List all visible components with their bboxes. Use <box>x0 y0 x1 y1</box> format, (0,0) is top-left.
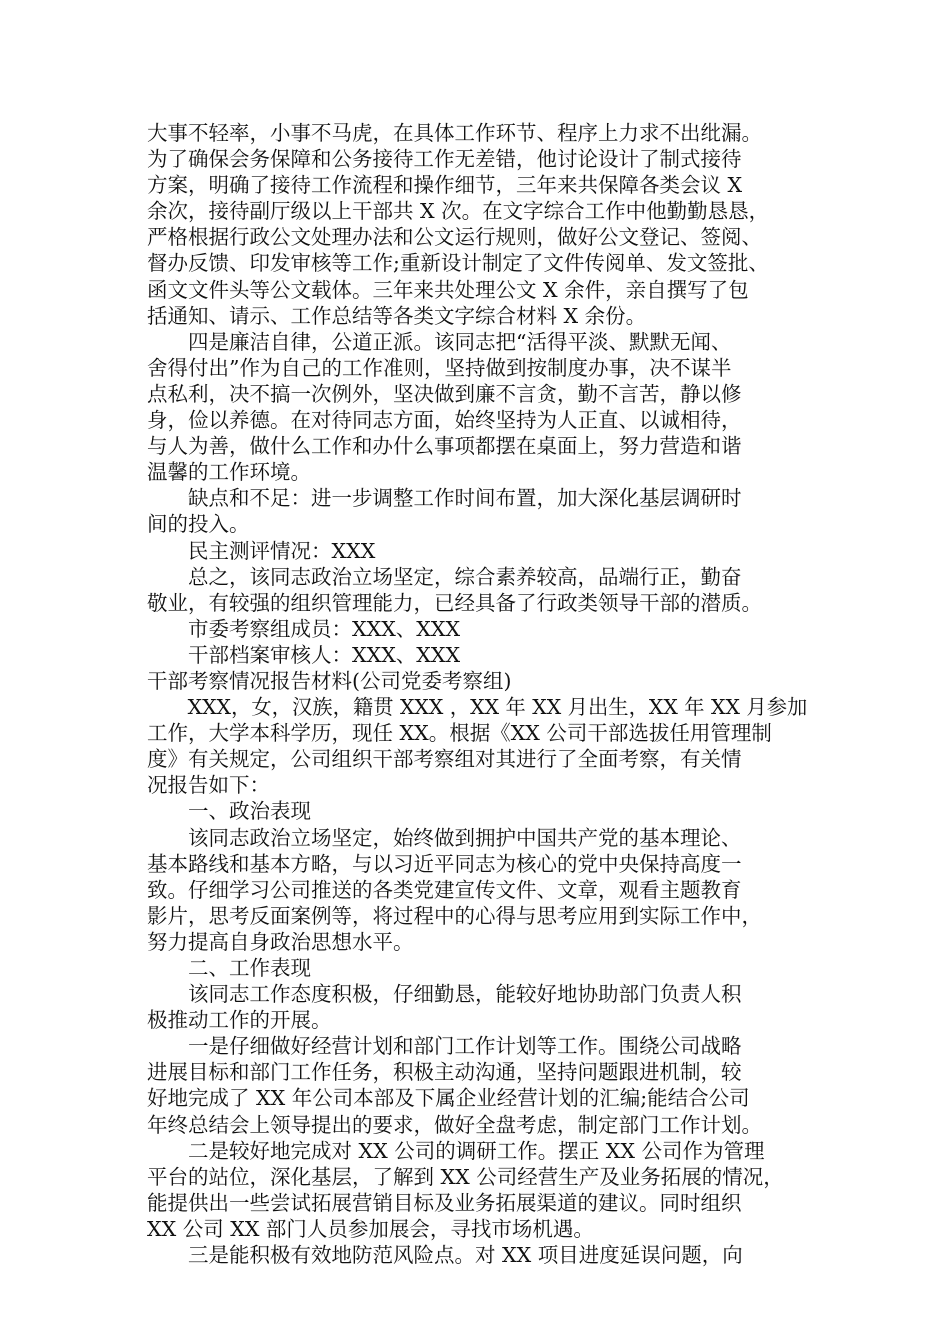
text-line: 严格根据行政公文处理办法和公文运行规则，做好公文登记、签阅、 <box>147 225 762 250</box>
text-line: 致。仔细学习公司推送的各类党建宣传文件、文章，观看主题教育 <box>147 877 742 902</box>
text-line: 二是较好地完成对 XX 公司的调研工作。摆正 XX 公司作为管理 <box>147 1138 765 1163</box>
text-line: 温馨的工作环境。 <box>147 460 311 485</box>
text-line: 余次，接待副厅级以上干部共 X 次。在文字综合工作中他勤勤恳恳， <box>147 199 770 224</box>
text-line: 工作，大学本科学历，现任 XX。根据《XX 公司干部选拔任用管理制 <box>147 721 772 746</box>
text-line: 方案，明确了接待工作流程和操作细节，三年来共保障各类会议 X <box>147 173 743 198</box>
text-line: 三是能积极有效地防范风险点。对 XX 项目进度延误问题，向 <box>147 1243 743 1268</box>
text-line: 好地完成了 XX 年公司本部及下属企业经营计划的汇编;能结合公司 <box>147 1086 750 1111</box>
text-line: 干部考察情况报告材料(公司党委考察组) <box>147 668 512 693</box>
text-line: 间的投入。 <box>147 512 250 537</box>
text-line: 能提供出一些尝试拓展营销目标及业务拓展渠道的建议。同时组织 <box>147 1190 742 1215</box>
text-line: 督办反馈、印发审核等工作;重新设计制定了文件传阅单、发文签批、 <box>147 251 769 276</box>
text-line: 函文文件头等公文载体。三年来共处理公文 X 余件，亲自撰写了包 <box>147 277 749 302</box>
text-line: 度》有关规定，公司组织干部考察组对其进行了全面考察，有关情 <box>147 747 742 772</box>
text-line: 该同志工作态度积极，仔细勤恳，能较好地协助部门负责人积 <box>147 982 742 1007</box>
text-line: XXX，女，汉族，籍贯 XXX ，XX 年 XX 月出生，XX 年 XX 月参加 <box>147 695 807 720</box>
text-line: 极推动工作的开展。 <box>147 1008 332 1033</box>
text-line: 年终总结会上领导提出的要求，做好全盘考虑，制定部门工作计划。 <box>147 1112 762 1137</box>
text-line: 影片，思考反面案例等，将过程中的心得与思考应用到实际工作中， <box>147 903 762 928</box>
text-line: 进展目标和部门工作任务，积极主动沟通，坚持问题跟进机制，较 <box>147 1060 742 1085</box>
text-line: 二、工作表现 <box>147 956 311 980</box>
text-line: 平台的站位，深化基层，了解到 XX 公司经营生产及业务拓展的情况， <box>147 1164 784 1189</box>
text-line: 干部档案审核人：XXX、XXX <box>147 642 461 667</box>
text-line: 总之，该同志政治立场坚定，综合素养较高，品端行正，勤奋 <box>147 564 742 589</box>
text-line: 大事不轻率，小事不马虎，在具体工作环节、程序上力求不出纰漏。 <box>147 121 762 145</box>
text-line: 敬业，有较强的组织管理能力，已经具备了行政类领导干部的潜质。 <box>147 590 762 615</box>
text-line: 为了确保会务保障和公务接待工作无差错，他讨论设计了制式接待 <box>147 147 742 172</box>
text-line: 四是廉洁自律，公道正派。该同志把“活得平淡、默默无闻、 <box>147 329 732 354</box>
text-line: 身，俭以养德。在对待同志方面，始终坚持为人正直、以诚相待， <box>147 408 742 433</box>
text-line: 努力提高自身政治思想水平。 <box>147 929 414 954</box>
text-line: 一是仔细做好经营计划和部门工作计划等工作。围绕公司战略 <box>147 1034 742 1059</box>
text-line: 舍得付出”作为自己的工作准则，坚持做到按制度办事，决不谋半 <box>147 355 732 380</box>
text-line: 括通知、请示、工作总结等各类文字综合材料 X 余份。 <box>147 303 647 328</box>
text-line: 与人为善，做什么工作和办什么事项都摆在桌面上，努力营造和谐 <box>147 434 742 459</box>
text-line: 点私利，决不搞一次例外，坚决做到廉不言贪，勤不言苦，静以修 <box>147 381 742 406</box>
text-line: 民主测评情况：XXX <box>147 538 376 563</box>
text-line: XX 公司 XX 部门人员参加展会，寻找市场机遇。 <box>147 1216 594 1241</box>
text-line: 一、政治表现 <box>147 799 311 824</box>
text-line: 市委考察组成员：XXX、XXX <box>147 616 461 641</box>
text-line: 该同志政治立场坚定，始终做到拥护中国共产党的基本理论、 <box>147 825 742 850</box>
document-page <box>147 120 807 1268</box>
text-line: 基本路线和基本方略，与以习近平同志为核心的党中央保持高度一 <box>147 851 742 876</box>
text-line: 缺点和不足：进一步调整工作时间布置，加大深化基层调研时 <box>147 486 742 511</box>
text-line: 况报告如下： <box>147 773 270 798</box>
